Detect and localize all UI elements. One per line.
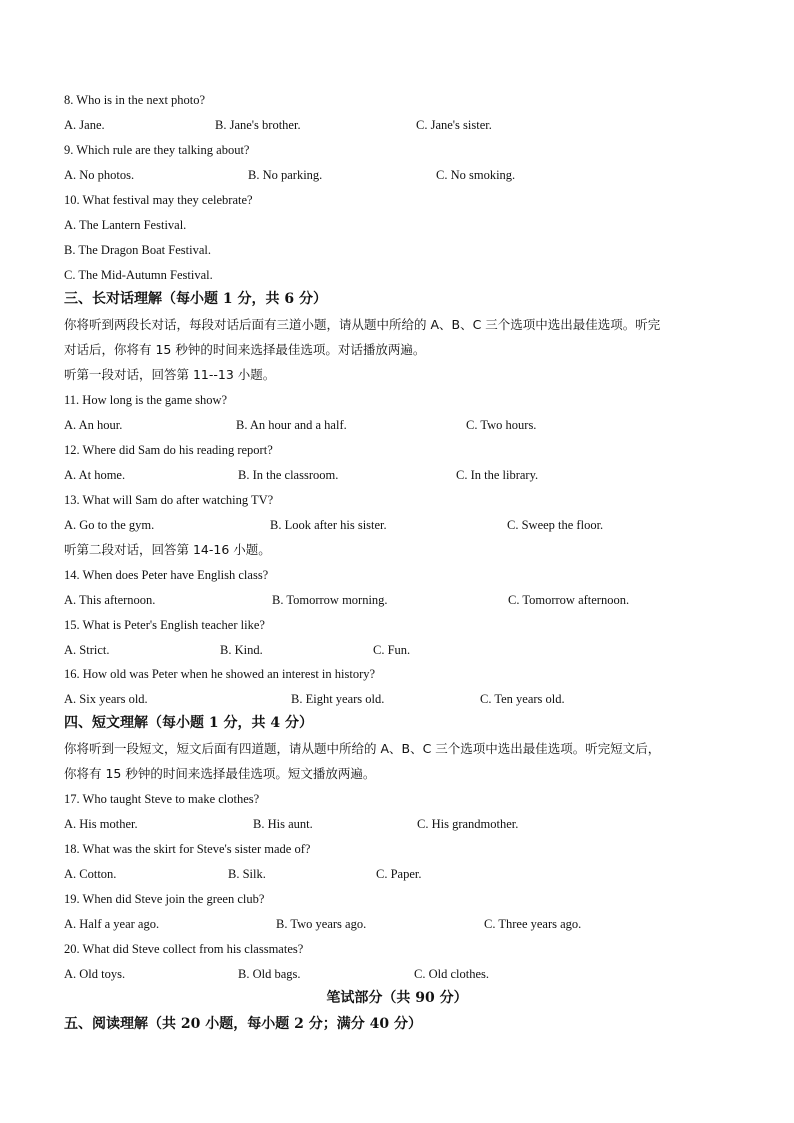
section-3-instructions-1: 你将听到两段长对话，每段对话后面有三道小题，请从题中所给的 A、B、C 三个选项中选出最佳选项。听完	[64, 317, 661, 332]
q19-option-a: A. Half a year ago.	[64, 917, 160, 931]
question-14: 14. When does Peter have English class?	[64, 568, 269, 582]
q19-option-c: C. Three years ago.	[484, 917, 582, 931]
q13-option-b: B. Look after his sister.	[270, 518, 387, 532]
q8-option-a: A. Jane.	[64, 118, 105, 132]
q15-option-a: A. Strict.	[64, 643, 110, 657]
question-17: 17. Who taught Steve to make clothes?	[64, 792, 260, 806]
section-4-instructions-2: 你将有 15 秒钟的时间来选择最佳选项。短文播放两遍。	[64, 766, 376, 781]
q14-option-c: C. Tomorrow afternoon.	[508, 593, 630, 607]
q11-option-b: B. An hour and a half.	[236, 418, 347, 432]
q9-option-b: B. No parking.	[248, 168, 323, 182]
q10-option-a: A. The Lantern Festival.	[64, 218, 187, 232]
q18-option-c: C. Paper.	[376, 867, 422, 881]
section-5-title: 五、阅读理解（共 20 小题，每小题 2 分；满分 40 分）	[64, 1016, 422, 1032]
question-8: 8. Who is in the next photo?	[64, 93, 206, 107]
q9-option-c: C. No smoking.	[436, 168, 516, 182]
q18-option-b: B. Silk.	[228, 867, 266, 881]
q14-option-a: A. This afternoon.	[64, 593, 156, 607]
q17-option-c: C. His grandmother.	[417, 817, 519, 831]
q13-option-c: C. Sweep the floor.	[507, 518, 604, 532]
q13-option-a: A. Go to the gym.	[64, 518, 155, 532]
section-4-title: 四、短文理解（每小题 1 分，共 4 分）	[64, 715, 313, 731]
question-20: 20. What did Steve collect from his classmates?	[64, 942, 304, 956]
q16-option-b: B. Eight years old.	[291, 692, 385, 706]
question-19: 19. When did Steve join the green club?	[64, 892, 265, 906]
question-12: 12. Where did Sam do his reading report?	[64, 443, 273, 457]
question-11: 11. How long is the game show?	[64, 393, 228, 407]
q8-option-c: C. Jane's sister.	[416, 118, 492, 132]
q10-option-b: B. The Dragon Boat Festival.	[64, 243, 211, 257]
q14-option-b: B. Tomorrow morning.	[272, 593, 388, 607]
section-4-instructions-1: 你将听到一段短文，短文后面有四道题，请从题中所给的 A、B、C 三个选项中选出最佳选项。听完短文后，	[64, 741, 661, 756]
q8-option-b: B. Jane's brother.	[215, 118, 301, 132]
question-10: 10. What festival may they celebrate?	[64, 193, 253, 207]
q17-option-a: A. His mother.	[64, 817, 138, 831]
section-3-title: 三、长对话理解（每小题 1 分，共 6 分）	[64, 291, 327, 307]
q20-option-a: A. Old toys.	[64, 967, 126, 981]
q11-option-a: A. An hour.	[64, 418, 123, 432]
q12-option-b: B. In the classroom.	[238, 468, 339, 482]
q16-option-c: C. Ten years old.	[480, 692, 565, 706]
question-16: 16. How old was Peter when he showed an interest in history?	[64, 667, 376, 681]
question-18: 18. What was the skirt for Steve's sister made of?	[64, 842, 311, 856]
dialog-1-note: 听第一段对话，回答第 11--13 小题。	[64, 367, 276, 382]
q10-option-c: C. The Mid-Autumn Festival.	[64, 268, 213, 282]
question-13: 13. What will Sam do after watching TV?	[64, 493, 274, 507]
q9-option-a: A. No photos.	[64, 168, 135, 182]
q16-option-a: A. Six years old.	[64, 692, 148, 706]
q17-option-b: B. His aunt.	[253, 817, 313, 831]
q12-option-a: A. At home.	[64, 468, 126, 482]
q20-option-b: B. Old bags.	[238, 967, 301, 981]
q20-option-c: C. Old clothes.	[414, 967, 489, 981]
q15-option-c: C. Fun.	[373, 643, 411, 657]
section-3-instructions-2: 对话后，你将有 15 秒钟的时间来选择最佳选项。对话播放两遍。	[64, 342, 426, 357]
question-9: 9. Which rule are they talking about?	[64, 143, 250, 157]
written-part-title: 笔试部分（共 90 分）	[326, 990, 468, 1006]
dialog-2-note: 听第二段对话，回答第 14-16 小题。	[64, 542, 271, 557]
q15-option-b: B. Kind.	[220, 643, 263, 657]
q12-option-c: C. In the library.	[456, 468, 539, 482]
q11-option-c: C. Two hours.	[466, 418, 537, 432]
question-15: 15. What is Peter's English teacher like?	[64, 618, 265, 632]
q19-option-b: B. Two years ago.	[276, 917, 367, 931]
q18-option-a: A. Cotton.	[64, 867, 117, 881]
